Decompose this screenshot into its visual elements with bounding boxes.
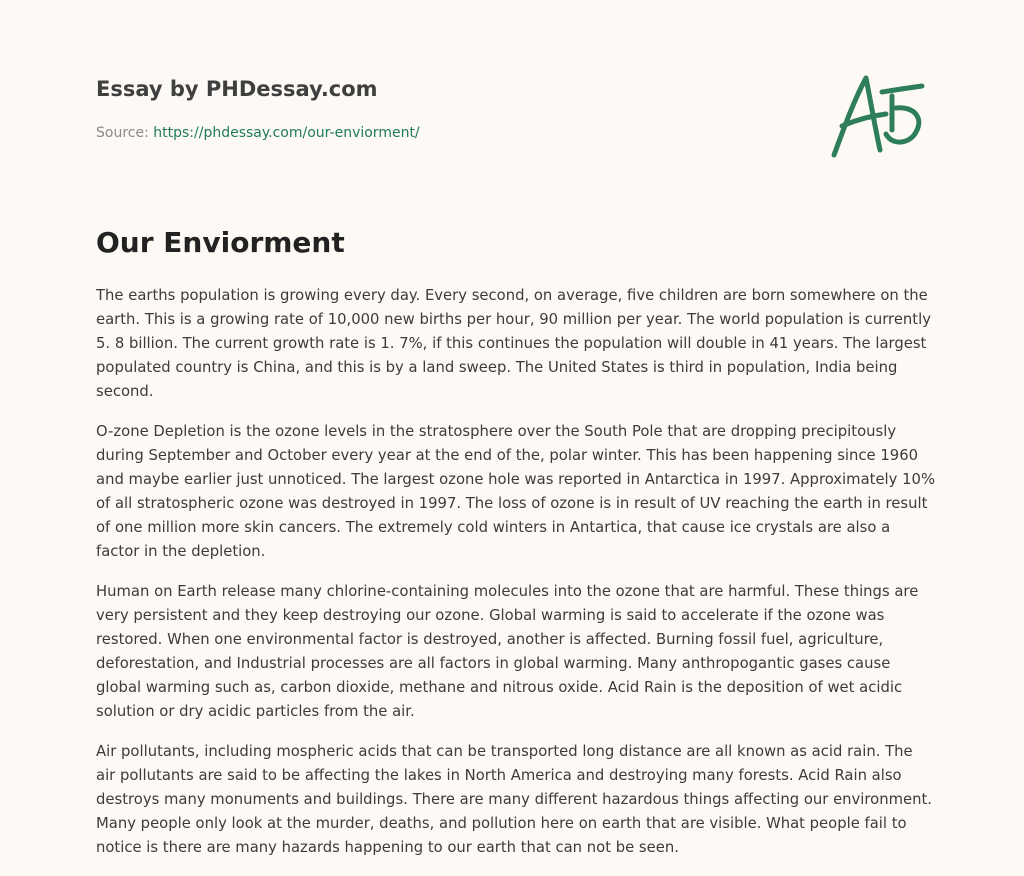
essay-title: Our Enviorment: [96, 226, 345, 259]
brand-title: Essay by PHDessay.com: [96, 77, 378, 101]
essay-paragraph: Human on Earth release many chlorine-containing molecules into the ozone that are harmful. These things are very persistent and they keep destroying our ozone. Global warming is said to accelerate if the ozone was restored. When one environmental factor is destroyed, another is affected. Burning fossil fuel, agriculture, deforestation, and Industrial processes are all factors in global warming. Many anthropogantic gases cause global warming such as, carbon dioxide, methane and nitrous oxide. Acid Rain is the deposition of wet acidic solution or dry acidic particles from the air.: [96, 583, 919, 720]
source-label: Source:: [96, 125, 149, 141]
source-link[interactable]: https://phdessay.com/our-enviorment/: [153, 125, 420, 141]
source-line: [96, 125, 420, 141]
essay-paragraph: The earths population is growing every day. Every second, on average, five children are born somewhere on the earth. This is a growing rate of 10,000 new births per hour, 90 million per year. The world population is currently 5. 8 billion. The current growth rate is 1. 7%, if this continues the population will double in 41 years. The largest populated country is China, and this is by a land sweep. The United States is third in population, India being second.: [96, 287, 931, 400]
essay-paragraph: O-zone Depletion is the ozone levels in the stratosphere over the South Pole that are dropping precipitously during September and October every year at the end of the, polar winter. This has been happening since 1960 and maybe earlier just unnoticed. The largest ozone hole was reported in Antarctica in 1997. Approximately 10% of all stratospheric ozone was destroyed in 1997. The loss of ozone is in result of UV reaching the earth in result of one million more skin cancers. The extremely cold winters in Antartica, that cause ice crystals are also a factor in the depletion.: [96, 423, 936, 560]
essay-header: [96, 75, 936, 175]
essay-body: [96, 284, 936, 876]
essay-paragraph: Air pollutants, including mospheric acids that can be transported long distance are all known as acid rain. The air pollutants are said to be affecting the lakes in North America and destroying many forests. Acid Rain also destroys many monuments and buildings. There are many different hazardous things affecting our environment. Many people only look at the murder, deaths, and pollution here on earth that are visible. What people fail to notice is there are many hazards happening to our earth that can not be seen.: [96, 743, 933, 856]
a-plus-logo-icon: [826, 70, 926, 162]
